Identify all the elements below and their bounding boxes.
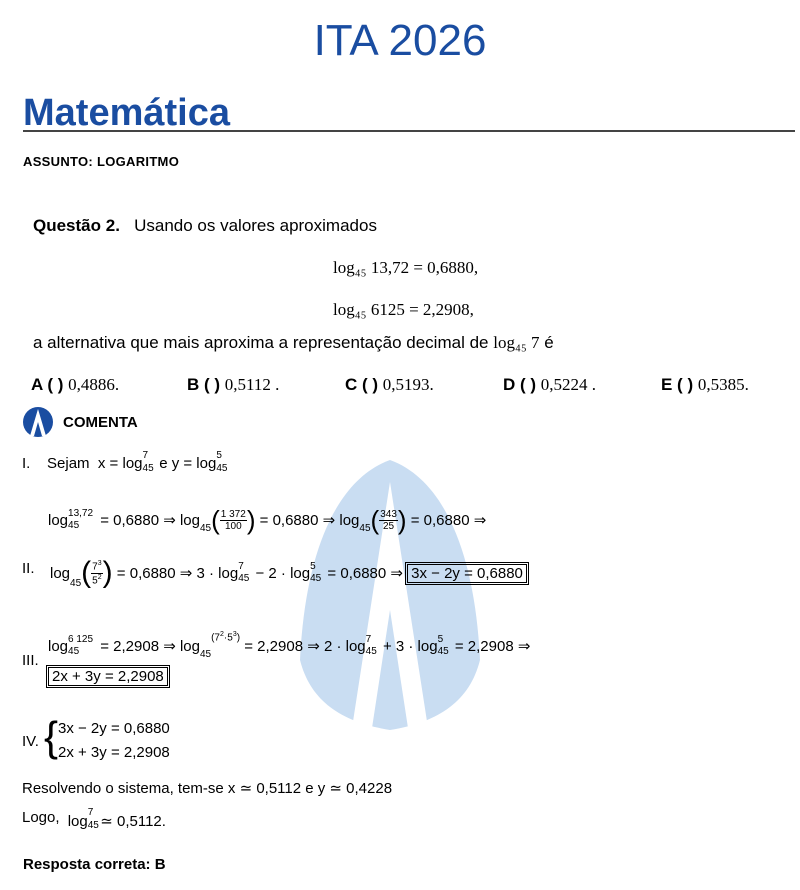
prompt-end: é <box>544 333 554 352</box>
alternative-e[interactable] <box>661 375 749 395</box>
boxed-equation-2-text: 2x + 3y = 2,2908 <box>48 667 168 686</box>
alternative-value: 0,5112 . <box>224 375 280 394</box>
prompt-text: a alternativa que mais aproxima a representação decimal de <box>33 333 489 352</box>
alternative-value: 0,4886. <box>68 375 120 394</box>
question-intro <box>33 216 377 236</box>
step-3-eq-d: = 2,2908 ⇒ <box>454 638 531 655</box>
question-prompt <box>33 333 554 353</box>
fraction: $\frac{343}{25}$ <box>380 508 397 532</box>
step-number: II. <box>22 560 35 577</box>
alternative-value: 0,5385. <box>697 375 749 394</box>
topic-label: ASSUNTO: LOGARITMO <box>23 154 180 169</box>
given-equation-2: log₄₅ 6125 = 2,2908, <box>333 300 474 319</box>
step-3-eq-c: + 3 · log <box>382 637 438 655</box>
question-number: Questão 2. <box>33 216 120 235</box>
step-number: IV. <box>22 733 39 750</box>
alternative-letter: D ( ) <box>503 375 537 394</box>
given-equation-1: log₄₅ 13,72 = 0,6880, <box>333 258 479 277</box>
step-1: I. Sejam x = log 7 45 e y = log 5 45 <box>22 450 228 474</box>
alternative-b[interactable] <box>187 375 279 395</box>
conclusion-label: Logo, <box>22 809 60 826</box>
alternative-d[interactable] <box>503 375 596 395</box>
subject-heading: Matemática <box>23 92 230 134</box>
fraction: $\frac{7^3}{5^2}$ <box>92 560 102 586</box>
step-2-eq-b: = 0,6880 ⇒ <box>259 512 336 529</box>
step-2-eq-c: = 0,6880 ⇒ <box>410 512 487 529</box>
alternative-letter: B ( ) <box>187 375 221 394</box>
question-intro-text: Usando os valores aproximados <box>134 216 377 235</box>
result-line: Resolvendo o sistema, tem-se x ≃ 0,5112 e y ≃ 0,4228 <box>22 780 393 797</box>
step-2-eq-d: = 0,6880 ⇒ 3 · log <box>116 565 239 582</box>
system-brace-icon: { <box>44 713 59 760</box>
comenta-logo-icon <box>23 406 53 438</box>
system-equation-1: 3x − 2y = 0,6880 <box>58 720 170 737</box>
step-2-line-2: log45( $\frac{7^3}{5^2}$ ) = 0,6880 ⇒ 3 · log7 45 − 2 · log5 45 = 0,6880 ⇒ 3x − 2y = 0,6880 <box>50 558 527 608</box>
step-3-line-1: log6 125 45 = 2,2908 ⇒ $\log 45(7^2\cdot 5^3) = 2,2908$ ⇒ 2 · log7 45 + 3 · log5 45 = 2,2908 ⇒ <box>48 630 531 660</box>
step-2-eq-a: = 0,6880 ⇒ <box>100 512 176 529</box>
alternative-c[interactable] <box>345 375 434 395</box>
comenta-label: COMENTA <box>63 414 138 431</box>
step-2-eq-f: = 0,6880 ⇒ <box>327 565 403 582</box>
step-3-eq-a: = 2,2908 ⇒ log <box>100 638 200 655</box>
fraction: $\frac{1 372}{100}$ <box>220 508 246 532</box>
alternative-value: 0,5193. <box>382 375 434 394</box>
log-expression: log 7 45 <box>67 807 99 831</box>
step-3-eq-b: = 2,2908 ⇒ 2 · log <box>244 638 366 655</box>
step-1-text: Sejam <box>47 455 90 472</box>
boxed-equation-1: 3x − 2y = 0,6880 <box>407 564 527 583</box>
alternative-letter: E ( ) <box>661 375 694 394</box>
step-number: III. <box>22 652 39 669</box>
exam-title: ITA 2026 <box>313 16 487 65</box>
alternative-value: 0,5224 . <box>540 375 597 394</box>
alternative-letter: C ( ) <box>345 375 379 394</box>
log-expression: log 5 45 <box>196 450 228 474</box>
step-1-and: e <box>159 455 168 472</box>
log-expression: log 7 45 <box>122 450 154 474</box>
alternative-a[interactable] <box>31 375 119 395</box>
alternative-letter: A ( ) <box>31 375 64 394</box>
prompt-expression: log₄₅ 7 <box>493 333 540 352</box>
conclusion-line <box>22 807 166 831</box>
step-2-line-1: log13,72 45 = 0,6880 ⇒ log45( $\frac{1 372}{100}$ ) = 0,6880 ⇒ log45( $\frac{343}{25}$ ) = 0,6880 ⇒ <box>48 505 487 535</box>
heading-rule <box>23 130 795 132</box>
correct-answer: Resposta correta: B <box>23 856 166 873</box>
conclusion-value: ≃ 0,5112. <box>100 813 166 830</box>
step-2-eq-e: − 2 · log <box>255 564 311 582</box>
boxed-equation-2 <box>48 668 168 685</box>
system-equation-2: 2x + 3y = 2,2908 <box>58 744 170 761</box>
step-number: I. <box>22 455 31 472</box>
